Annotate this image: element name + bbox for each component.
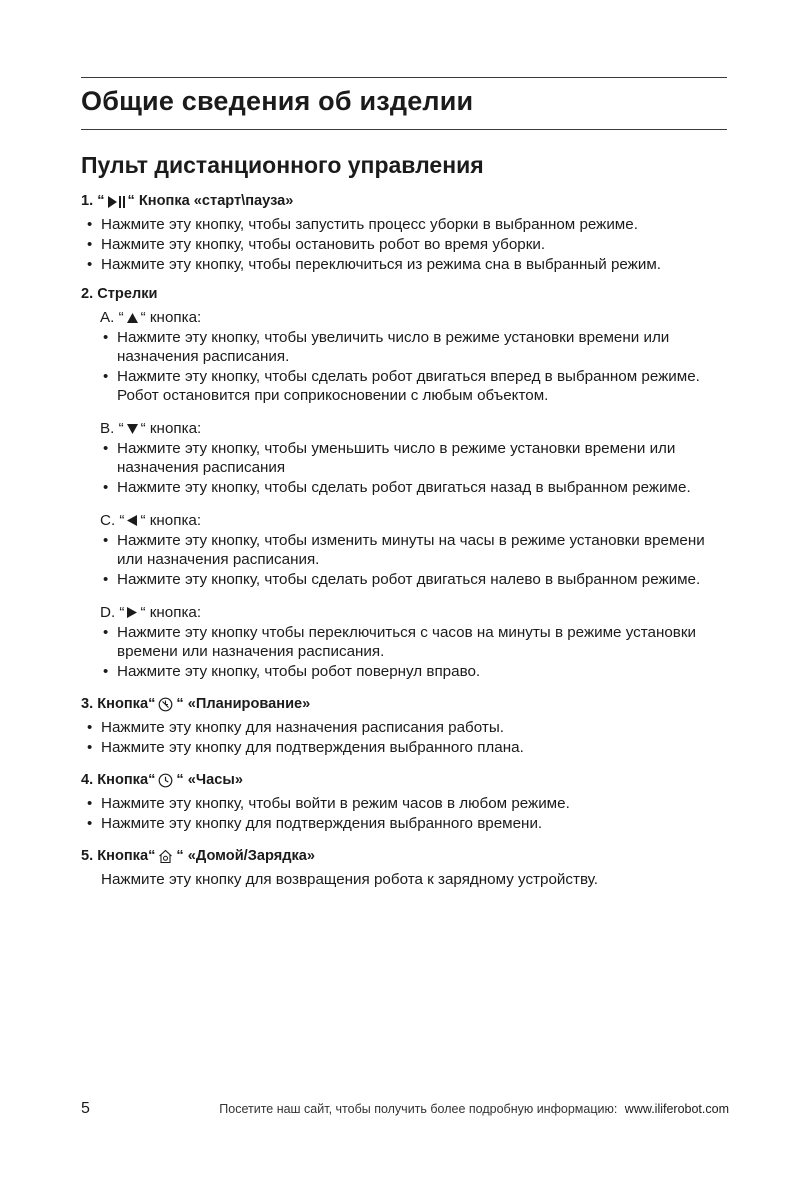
arrow-left-icon	[127, 515, 137, 526]
list-item: • Нажмите эту кнопку, чтобы робот повернул вправо.	[100, 662, 727, 681]
item-prefix: Кнопка“	[97, 696, 156, 712]
arrow-left-section	[100, 511, 727, 589]
arrow-down-section	[100, 419, 727, 497]
sub-label: C. “ “ кнопка:	[100, 512, 202, 529]
item-5-heading	[81, 847, 727, 866]
item-2-heading	[81, 285, 727, 304]
item-4-list	[81, 794, 727, 833]
list-item: • Нажмите эту кнопку, чтобы остановить робот во время уборки.	[81, 235, 727, 254]
page-number: 5	[81, 1100, 90, 1117]
arrow-up-section	[100, 308, 727, 405]
item-1-list	[81, 215, 727, 274]
item-3-heading	[81, 695, 727, 714]
sub-letter: B.	[100, 420, 115, 437]
item-title: Стрелки	[97, 286, 158, 302]
schedule-icon	[158, 697, 173, 712]
item-4-heading	[81, 771, 727, 790]
list-item: • Нажмите эту кнопку для подтверждения выбранного плана.	[81, 738, 727, 757]
item-prefix: Кнопка“	[97, 772, 156, 788]
list-item: • Нажмите эту кнопку, чтобы изменить минуты на часы в режиме установки времени или назначения расписания.	[100, 531, 727, 569]
home-icon	[158, 849, 173, 864]
list-item: • Нажмите эту кнопку для подтверждения выбранного времени.	[81, 814, 727, 833]
arrow-down-list	[100, 439, 727, 497]
item-prefix: “	[97, 193, 105, 209]
item-3-list	[81, 718, 727, 757]
arrow-up-icon	[127, 313, 138, 323]
item-title: “ Кнопка «старт\пауза»	[127, 193, 294, 209]
arrow-left-list	[100, 531, 727, 589]
sub-letter: D.	[100, 604, 116, 621]
footer	[81, 1100, 729, 1118]
list-item: • Нажмите эту кнопку, чтобы увеличить число в режиме установки времени или назначения расписания.	[100, 328, 727, 366]
item-number: 5.	[81, 848, 94, 864]
website-link[interactable]: www.iliferobot.com	[624, 1102, 729, 1116]
clock-icon	[158, 773, 173, 788]
list-item: • Нажмите эту кнопку, чтобы уменьшить число в режиме установки времени или назначения расписания	[100, 439, 727, 477]
list-item: • Нажмите эту кнопку, чтобы переключиться из режима сна в выбранный режим.	[81, 255, 727, 274]
sub-label-text: “ кнопка:	[140, 309, 202, 326]
page-title: Общие сведения об изделии	[81, 86, 474, 116]
item-title: “ «Часы»	[176, 772, 243, 788]
item-number: 2.	[81, 286, 94, 302]
top-divider	[81, 77, 727, 78]
item-5-text: Нажмите эту кнопку для возвращения робота к зарядному устройству.	[101, 871, 598, 888]
sub-letter: C.	[100, 512, 116, 529]
arrow-down-icon	[127, 424, 138, 434]
list-item: • Нажмите эту кнопку, чтобы запустить процесс уборки в выбранном режиме.	[81, 215, 727, 234]
list-item: • Нажмите эту кнопку, чтобы войти в режим часов в любом режиме.	[81, 794, 727, 813]
sub-label-text: “ кнопка:	[140, 420, 202, 437]
arrow-right-icon	[127, 607, 137, 618]
item-title: “ «Планирование»	[176, 696, 311, 712]
list-item: • Нажмите эту кнопку для назначения расписания работы.	[81, 718, 727, 737]
title-divider	[81, 129, 727, 130]
item-title: “ «Домой/Зарядка»	[176, 848, 316, 864]
item-1-heading	[81, 192, 727, 211]
item-number: 3.	[81, 696, 94, 712]
sub-letter: A.	[100, 309, 115, 326]
arrow-right-list	[100, 623, 727, 681]
sub-label-text: “ кнопка:	[140, 512, 202, 529]
list-item: • Нажмите эту кнопку, чтобы сделать робот двигаться назад в выбранном режиме.	[100, 478, 727, 497]
arrow-right-section	[100, 603, 727, 681]
item-prefix: Кнопка“	[97, 848, 156, 864]
footer-note	[219, 1102, 729, 1116]
item-number: 1.	[81, 193, 94, 209]
sub-label: D. “ “ кнопка:	[100, 604, 202, 621]
section-title: Пульт дистанционного управления	[81, 152, 484, 178]
footer-note-text: Посетите наш сайт, чтобы получить более подробную информацию:	[219, 1102, 618, 1116]
sub-label-text: “ кнопка:	[140, 604, 202, 621]
list-item: • Нажмите эту кнопку чтобы переключиться с часов на минуты в режиме установки времени или назначения расписания.	[100, 623, 727, 661]
list-item: • Нажмите эту кнопку, чтобы сделать робот двигаться налево в выбранном режиме.	[100, 570, 727, 589]
content	[81, 192, 727, 889]
play-pause-icon	[108, 196, 125, 208]
sub-label: B. “ “ кнопка:	[100, 420, 202, 437]
arrow-up-list	[100, 328, 727, 405]
list-item: • Нажмите эту кнопку, чтобы сделать робот двигаться вперед в выбранном режиме. Робот остановится при соприкосновении с любым объектом.	[100, 367, 727, 405]
sub-label: A. “ “ кнопка:	[100, 309, 202, 326]
item-number: 4.	[81, 772, 94, 788]
